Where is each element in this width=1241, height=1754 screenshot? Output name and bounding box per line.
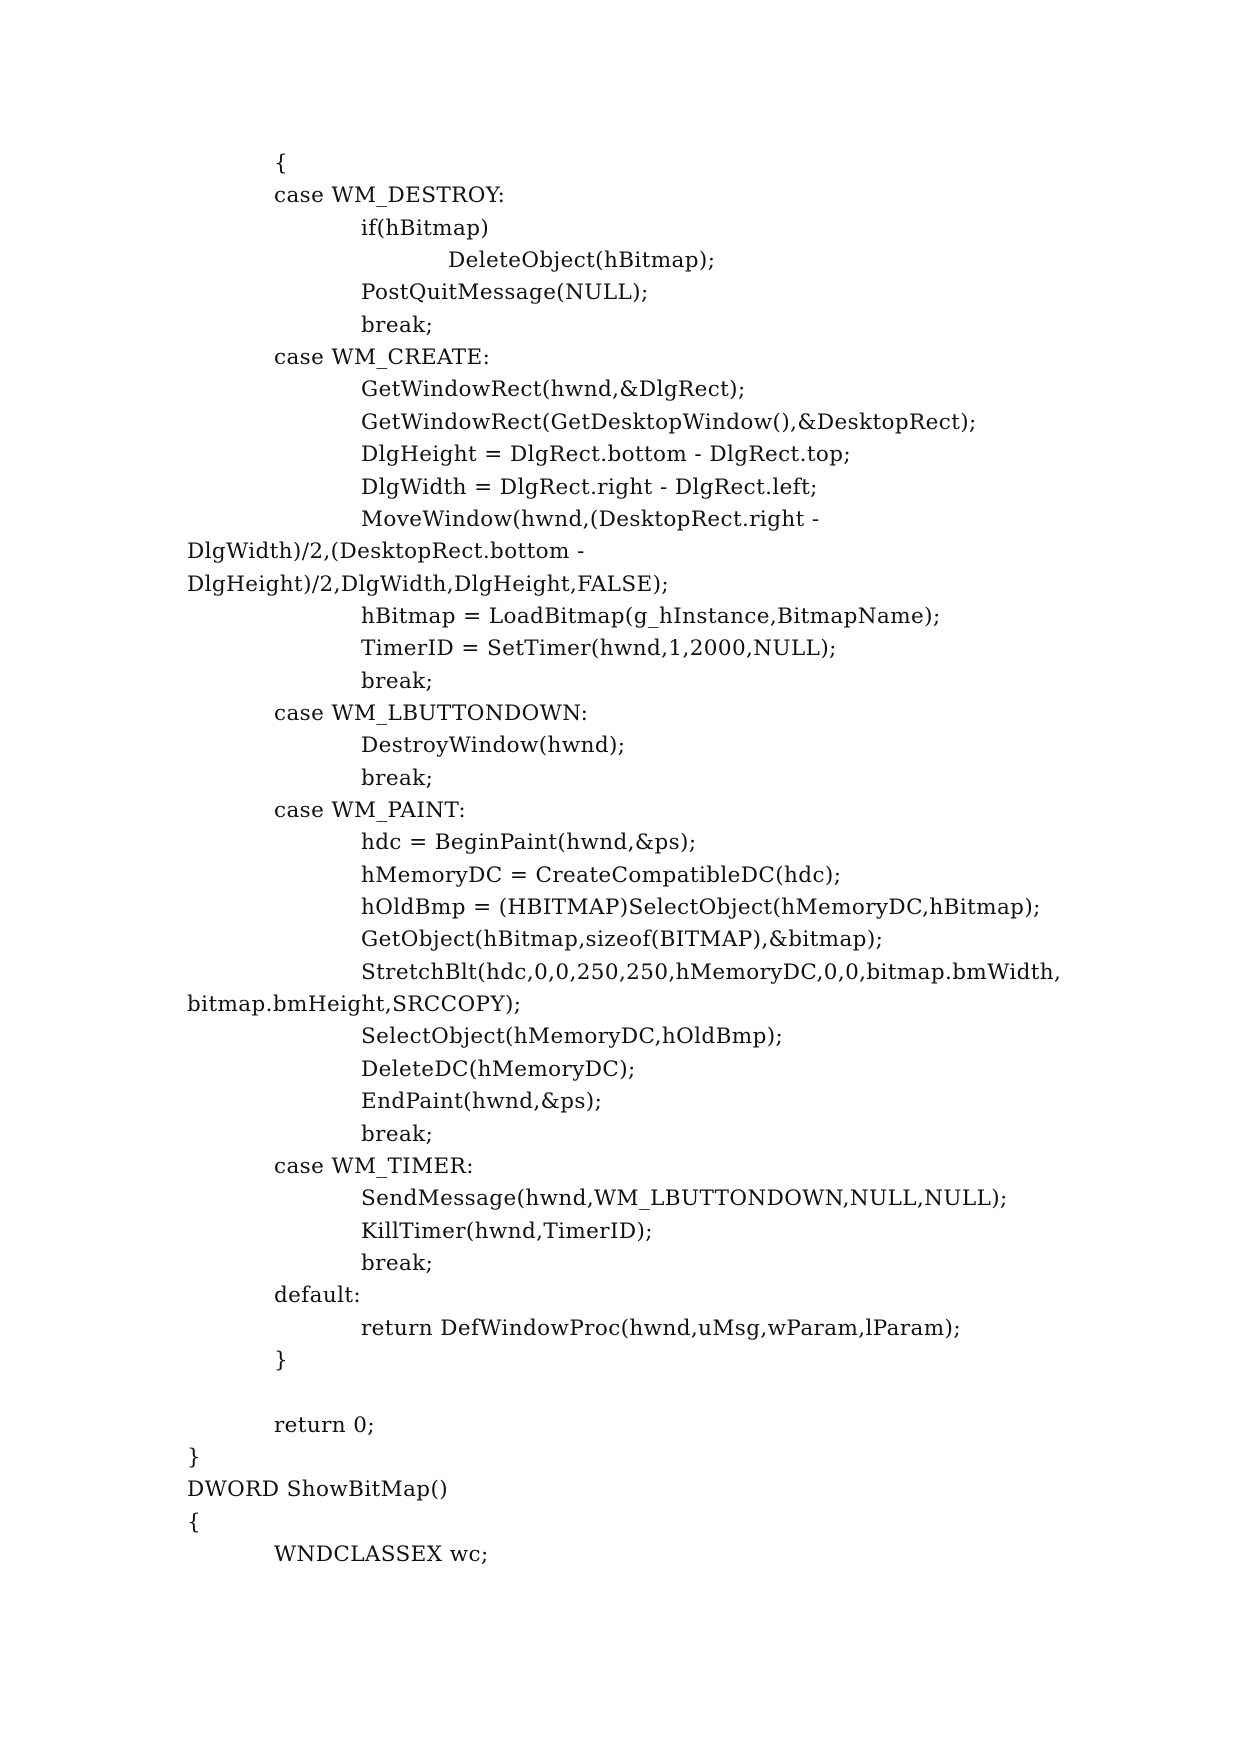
code-line: SelectObject(hMemoryDC,hOldBmp);: [361, 1024, 784, 1050]
code-line: DeleteDC(hMemoryDC);: [361, 1056, 636, 1082]
code-line: StretchBlt(hdc,0,0,250,250,hMemoryDC,0,0,bitmap.bmWidth,: [361, 959, 1062, 985]
code-line: DlgWidth = DlgRect.right - DlgRect.left;: [361, 474, 818, 500]
code-line: hBitmap = LoadBitmap(g_hInstance,BitmapName);: [361, 603, 941, 629]
code-line: }: [274, 1347, 289, 1373]
code-line: {: [187, 1509, 202, 1535]
code-line: MoveWindow(hwnd,(DesktopRect.right -: [361, 506, 820, 532]
code-line: DlgWidth)/2,(DesktopRect.bottom -: [187, 539, 585, 565]
code-line: hMemoryDC = CreateCompatibleDC(hdc);: [361, 862, 842, 888]
code-line: TimerID = SetTimer(hwnd,1,2000,NULL);: [361, 636, 837, 662]
code-line: EndPaint(hwnd,&ps);: [361, 1089, 603, 1115]
code-line: hdc = BeginPaint(hwnd,&ps);: [361, 830, 697, 856]
code-line: GetObject(hBitmap,sizeof(BITMAP),&bitmap);: [361, 927, 884, 953]
code-line: WNDCLASSEX wc;: [274, 1542, 489, 1568]
code-line: bitmap.bmHeight,SRCCOPY);: [187, 992, 522, 1018]
code-line: break;: [361, 1121, 434, 1147]
code-line: case WM_PAINT:: [274, 798, 467, 823]
code-line: PostQuitMessage(NULL);: [361, 280, 649, 306]
code-line: break;: [361, 1250, 434, 1276]
code-line: DlgHeight = DlgRect.bottom - DlgRect.top;: [361, 442, 852, 468]
code-line: default:: [274, 1283, 362, 1309]
code-line: return 0;: [274, 1412, 375, 1438]
code-line: hOldBmp = (HBITMAP)SelectObject(hMemoryDC,hBitmap);: [361, 895, 1041, 921]
code-line: case WM_DESTROY:: [274, 183, 506, 209]
code-line: KillTimer(hwnd,TimerID);: [361, 1218, 653, 1244]
code-line: SendMessage(hwnd,WM_LBUTTONDOWN,NULL,NULL);: [361, 1186, 1008, 1212]
code-line: DlgHeight)/2,DlgWidth,DlgHeight,FALSE);: [187, 571, 669, 597]
code-line: if(hBitmap): [361, 215, 490, 241]
code-line: GetWindowRect(GetDesktopWindow(),&DesktopRect);: [361, 409, 977, 435]
code-line: case WM_TIMER:: [274, 1153, 474, 1179]
code-line: GetWindowRect(hwnd,&DlgRect);: [361, 377, 746, 403]
code-line: case WM_LBUTTONDOWN:: [274, 700, 589, 726]
code-line: }: [187, 1445, 202, 1470]
code-line: break;: [361, 765, 434, 791]
code-line: break;: [361, 668, 434, 694]
code-line: return DefWindowProc(hwnd,uMsg,wParam,lParam);: [361, 1315, 961, 1341]
code-line: break;: [361, 312, 434, 338]
code-line: {: [274, 151, 289, 176]
code-line: DeleteObject(hBitmap);: [448, 248, 716, 274]
code-line: DWORD ShowBitMap(): [187, 1477, 449, 1503]
code-line: case WM_CREATE:: [274, 345, 491, 371]
code-line: DestroyWindow(hwnd);: [361, 733, 626, 759]
